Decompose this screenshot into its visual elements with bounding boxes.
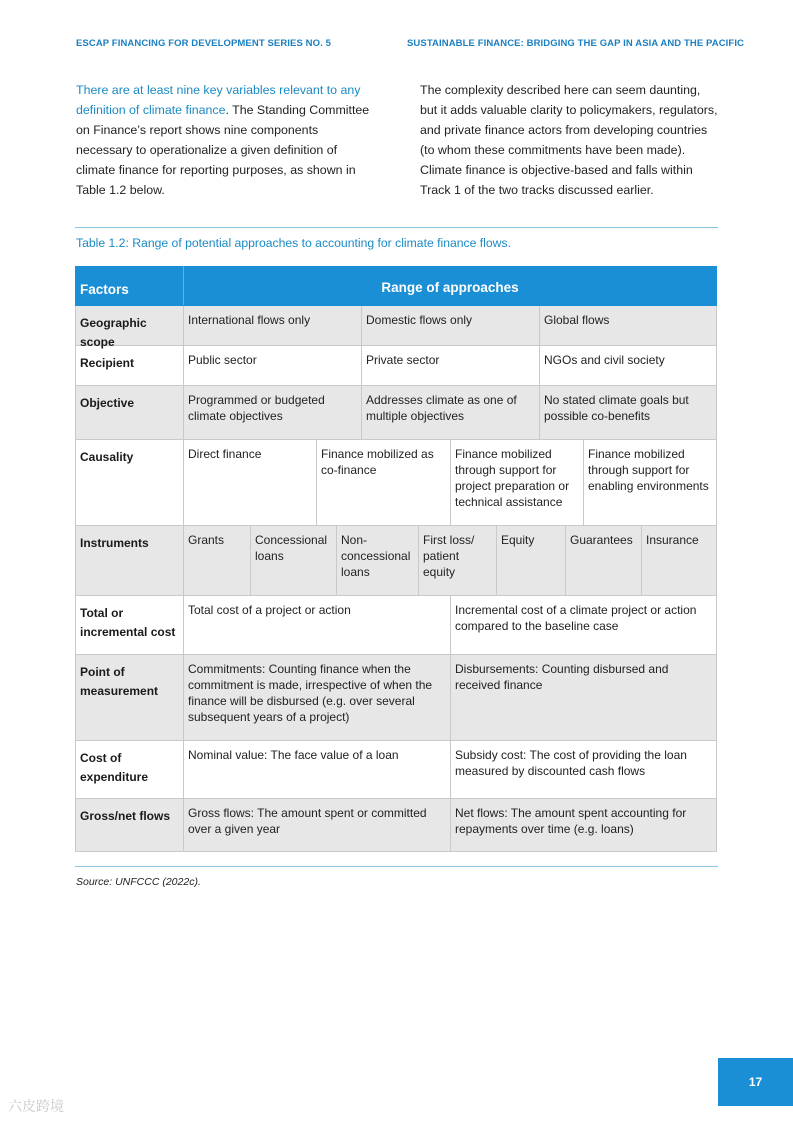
table-cell: Programmed or budgeted climate objectives [183,386,361,439]
intro-left-paragraph [76,80,376,200]
table-cell: Non-concessional loans [336,526,418,595]
row-factor: Objective [80,396,135,410]
table-source: Source: UNFCCC (2022c). [76,876,201,888]
watermark: 六皮跨境 [8,1099,64,1115]
table-row [75,799,717,852]
table-cell: Grants [183,526,250,595]
table-cell: Private sector [361,346,539,385]
row-factor: Cost of expenditure [80,751,149,784]
table-cell: Net flows: The amount spent accounting for repayments over time (e.g. loans) [450,799,716,851]
intro-left-text: . The Standing Committee on Finance’s report shows nine components necessary to operationalize a given definition of climate finance for reporting purposes, as shown in Table 1.2 below. [76,103,370,197]
row-factor: Instruments [80,536,149,550]
table-caption: Table 1.2: Range of potential approaches to accounting for climate finance flows. [76,236,511,250]
page-number: 17 [718,1058,793,1106]
table-cell: Finance mobilized as co-finance [316,440,450,525]
table-cell: Total cost of a project or action [183,596,450,654]
table-cell: Global flows [539,306,716,345]
row-factor: Total or incremental cost [80,606,176,639]
table-row [75,386,717,440]
table-cell: Insurance [641,526,716,595]
table-cell: No stated climate goals but possible co-benefits [539,386,716,439]
table-cell: Finance mobilized through support for project preparation or technical assistance [450,440,583,525]
table-cell: Public sector [183,346,361,385]
table-cell: Gross flows: The amount spent or committed over a given year [183,799,450,851]
table-cell: Guarantees [565,526,641,595]
table-row [75,741,717,799]
table-cell: Equity [496,526,565,595]
table-cell: First loss/ patient equity [418,526,496,595]
table-header-row [75,266,717,306]
header-factors: Factors [80,282,129,297]
approaches-table [75,266,717,852]
row-factor: Geographic scope [80,316,147,349]
row-factor: Gross/net flows [80,809,171,823]
table-cell: Commitments: Counting finance when the commitment is made, irrespective of when the finance will be disbursed (e.g. over several subsequent years of a project) [183,655,450,740]
table-cell: Subsidy cost: The cost of providing the loan measured by discounted cash flows [450,741,716,798]
table-cell: Finance mobilized through support for enabling environments [583,440,716,525]
table-row [75,655,717,741]
table-cell: Incremental cost of a climate project or action compared to the baseline case [450,596,716,654]
intro-highlight: There are at least nine key variables relevant to any definition of climate finance [76,83,361,117]
running-header-left: ESCAP FINANCING FOR DEVELOPMENT SERIES NO. 5 [76,38,331,49]
row-factor: Point of measurement [80,665,159,698]
row-factor: Recipient [80,356,135,370]
table-cell: NGOs and civil society [539,346,716,385]
table-row [75,526,717,596]
table-row [75,306,717,349]
table-cell: International flows only [183,306,361,345]
table-row [75,596,717,655]
table-cell: Addresses climate as one of multiple objectives [361,386,539,439]
table-row [75,440,717,526]
table-bottom-rule [75,866,718,867]
table-cell: Direct finance [183,440,316,525]
table-row [75,346,717,386]
intro-right-paragraph: The complexity described here can seem daunting, but it adds valuable clarity to policymakers, regulators, and private finance actors from developing countries (to whom these commitments have been made). Climate finance is objective-based and falls within Track 1 of the two tracks discussed earlier. [420,83,718,197]
row-factor: Causality [80,450,134,464]
table-cell: Nominal value: The face value of a loan [183,741,450,798]
table-cell: Disbursements: Counting disbursed and received finance [450,655,716,740]
caption-top-rule [75,227,718,228]
header-range: Range of approaches [183,266,716,305]
table-cell: Domestic flows only [361,306,539,345]
running-header-right: SUSTAINABLE FINANCE: BRIDGING THE GAP IN ASIA AND THE PACIFIC [407,38,745,49]
table-cell: Concessional loans [250,526,336,595]
